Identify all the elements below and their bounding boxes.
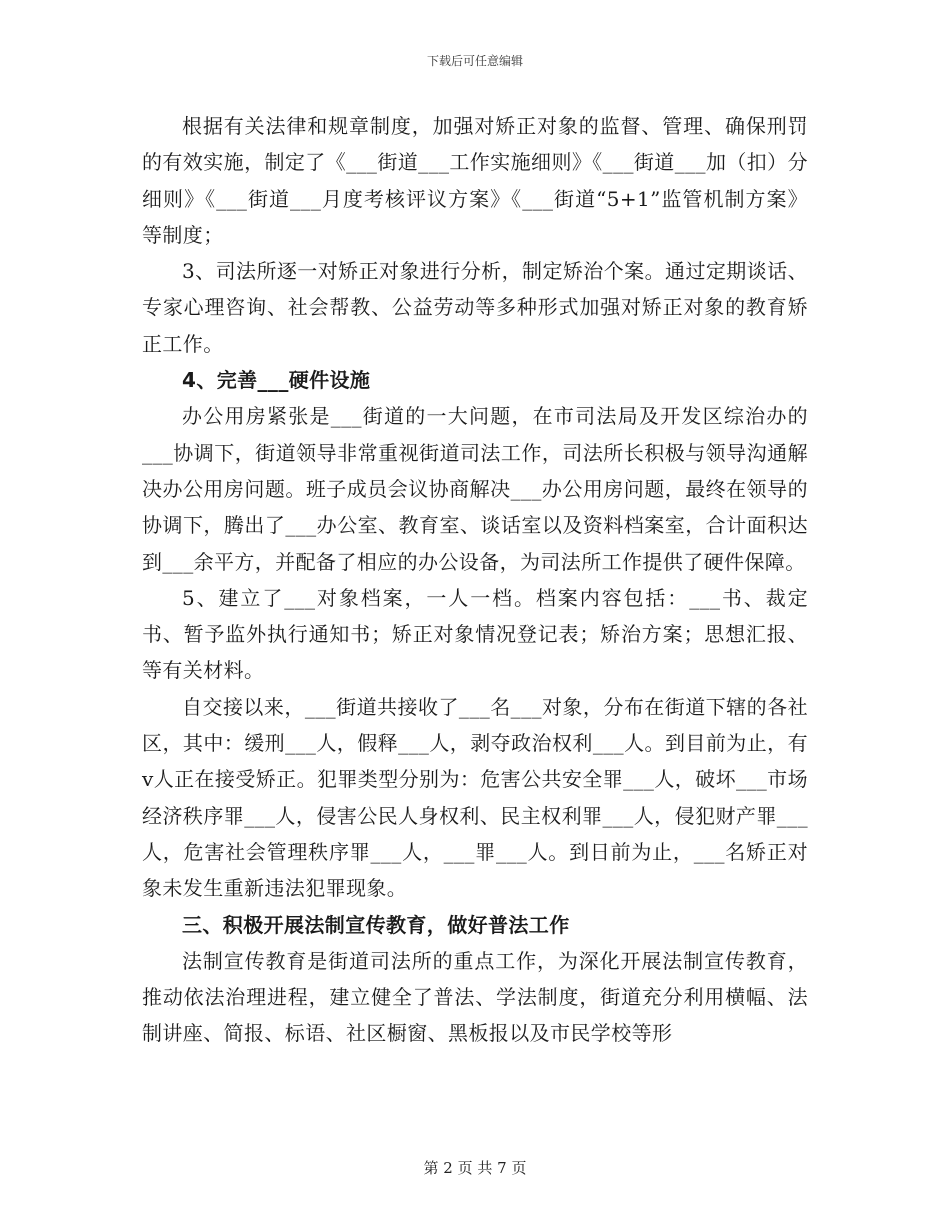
paragraph-office-space: 办公用房紧张是___街道的一大问题，在市司法局及开发区综治办的___协调下，街道领导非常重视街道司法工作，司法所长积极与领导沟通解决办公用房问题。班子成员会议协商解决___办公用房问题，最终在领导的协调下，腾出了___办公室、教育室、谈话室以及资料档案室，合计面积达到___余平方，并配备了相应的办公设备，为司法所工作提供了硬件保障。 bbox=[142, 404, 808, 574]
heading-item-4: 4、完善___硬件设施 bbox=[182, 368, 371, 393]
paragraph-statistics: 自交接以来，___街道共接收了___名___对象，分布在街道下辖的各社区，其中：缓刑___人，假释___人，剥夺政治权利___人。到目前为止，有v人正在接受矫正。犯罪类型分别为：危害公共安全罪___人，破坏___市场经济秩序罪___人，侵害公民人身权利、民主权利罪___人，侵犯财产罪___人，危害社会管理秩序罪___人，___罪___人。到日前为止，___名矫正对象未发生重新违法犯罪现象。 bbox=[142, 694, 808, 901]
paragraph-item-5: 5、建立了___对象档案，一人一档。档案内容包括：___书、裁定书、暂予监外执行通知书；矫正对象情况登记表；矫治方案；思想汇报、等有关材料。 bbox=[142, 585, 808, 683]
paragraph-regulations: 根据有关法律和规章制度，加强对矫正对象的监督、管理、确保刑罚的有效实施，制定了《___街道___工作实施细则》《___街道___加（扣）分细则》《___街道___月度考核评议方案》《___街道“5+1”监管机制方案》等制度； bbox=[142, 114, 808, 247]
document-body bbox=[142, 108, 808, 1052]
heading-section-3: 三、积极开展法制宣传教育，做好普法工作 bbox=[182, 912, 570, 937]
paragraph-item-3: 3、司法所逐一对矫正对象进行分析，制定矫治个案。通过定期谈话、专家心理咨询、社会帮教、公益劳动等多种形式加强对矫正对象的教育矫正工作。 bbox=[142, 259, 808, 356]
page-header: 下载后可任意编辑 bbox=[426, 54, 523, 68]
paragraph-legal-education: 法制宣传教育是街道司法所的重点工作，为深化开展法制宣传教育，推动依法治理进程，建立健全了普法、学法制度，街道充分利用横幅、法制讲座、简报、标语、社区橱窗、黑板报以及市民学校等形 bbox=[142, 948, 808, 1046]
page-footer: 第 2 页 共 7 页 bbox=[423, 1159, 527, 1177]
